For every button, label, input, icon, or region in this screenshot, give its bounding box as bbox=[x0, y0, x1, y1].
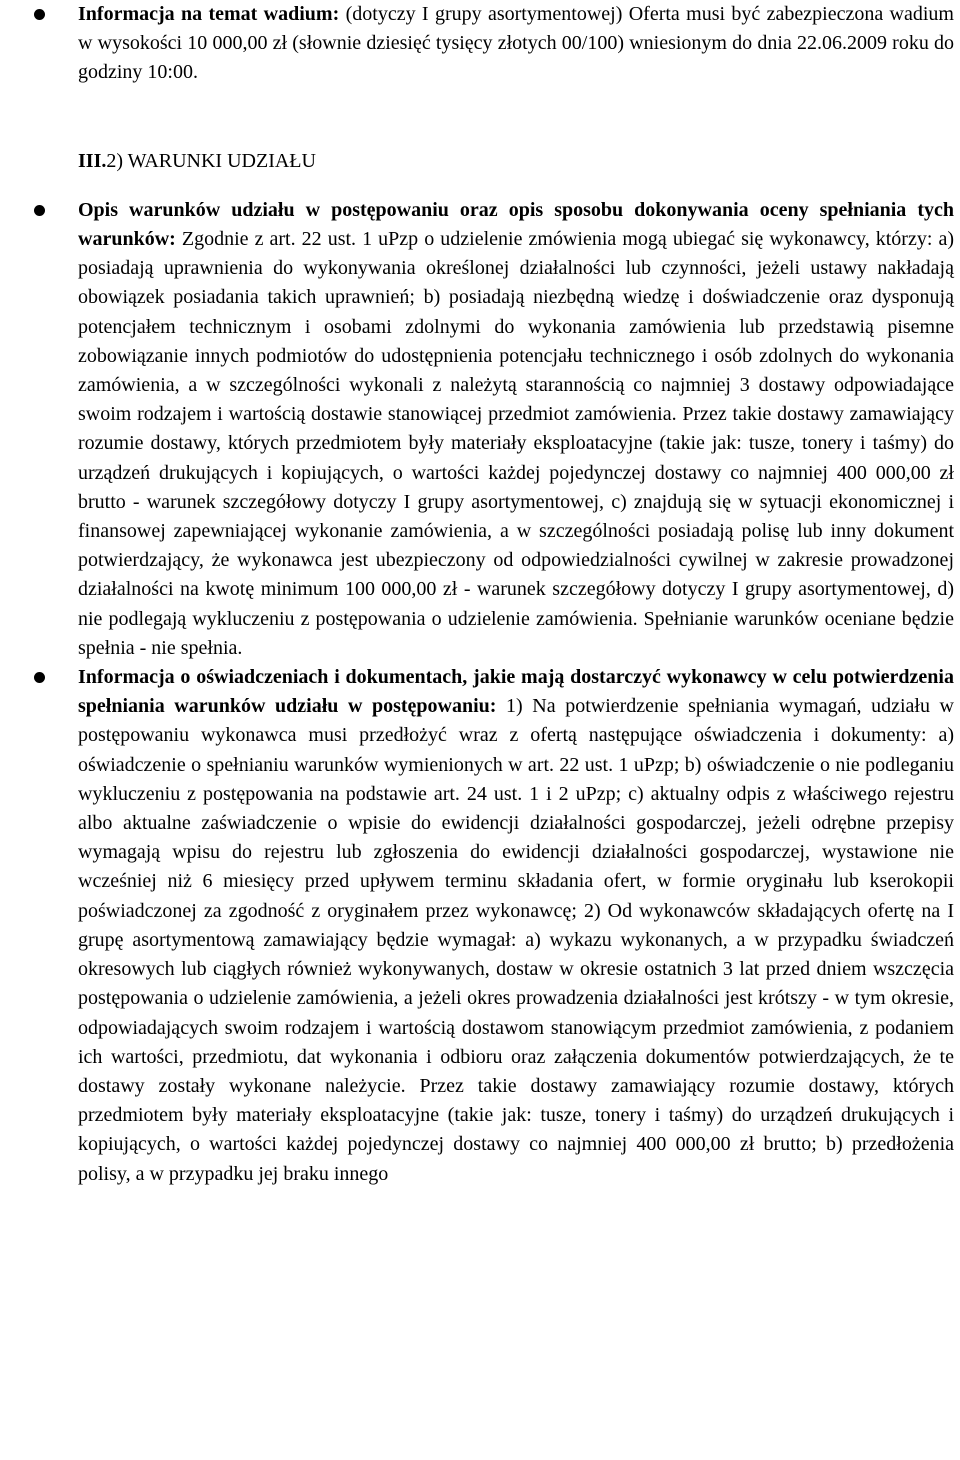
conditions-text: Zgodnie z art. 22 ust. 1 uPzp o udzielenie zmówienia mogą ubiegać się wykonawcy, którzy: a) posiadają uprawnienia do wykonywania określonej działalności lub czynności, jeżeli ustawy nakładają obowiązek posiadania takich uprawnień; b) posiadają niezbędną wiedzę i doświadczenie oraz dysponują potencjałem technicznym i osobami zdolnymi do wykonania zamówienia lub przedstawią pisemne zobowiązanie innych podmiotów do udostępnienia potencjału technicznego i osób zdolnych do wykonania zamówienia, a w szczególności wykonali z należytą starannością co najmniej 3 dostawy odpowiadające swoim rodzajem i wartością dostawie stanowiącej przedmiot zamówienia. Przez takie dostawy zamawiający rozumie dostawy, których przedmiotem były materiały eksploatacyjne (takie jak: tusze, tonery i taśmy) do urządzeń drukujących i kopiujących, o wartości każdej pojedynczej dostawy co najmniej 400 000,00 zł brutto - warunek szczegółowy dotyczy I grupy asortymentowej, c) znajdują się w sytuacji ekonomicznej i finansowej zapewniającej wykonanie zamówienia, a w szczególności posiadają polisę lub inny dokument potwierdzający, że wykonawca jest ubezpieczony od odpowiedzialności cywilnej w zakresie prowadzonej działalności na kwotę minimum 100 000,00 zł - warunek szczegółowy dotyczy I grupy asortymentowej, d) nie podlegają wykluczeniu z postępowania o udzielenie zamówienia. Spełnianie warunków oceniane będzie spełnia - nie spełnia. bbox=[78, 228, 954, 659]
section-number: III. bbox=[78, 149, 107, 172]
section-title: 2) WARUNKI UDZIAŁU bbox=[106, 149, 316, 172]
bullet-icon bbox=[34, 672, 45, 683]
bullet-icon bbox=[34, 205, 45, 216]
section-heading bbox=[0, 147, 960, 176]
wadium-lead: Informacja na temat wadium: bbox=[78, 3, 340, 25]
conditions-lead: Opis warunków udziału w postępowaniu oraz opis sposobu dokonywania oceny spełniania tych warunków: bbox=[78, 198, 954, 251]
bullet-icon bbox=[34, 9, 45, 20]
list-item-conditions bbox=[0, 196, 960, 663]
list-item-documents bbox=[0, 663, 960, 1189]
list-item-wadium bbox=[0, 0, 960, 88]
wadium-text: (dotyczy I grupy asortymentowej) Oferta musi być zabezpieczona wadium w wysokości 10 000,00 zł (słownie dziesięć tysięcy złotych 00/100) wniesionym do dnia 22.06.2009 roku do godziny 10:00. bbox=[78, 3, 954, 84]
documents-text: 1) Na potwierdzenie spełniania wymagań, udziału w postępowaniu wykonawca musi przedłożyć wraz z ofertą następujące oświadczenia i dokumenty: a) oświadczenie o spełnianiu warunków wymienionych w art. 22 ust. 1 uPzp; b) oświadczenie o nie podleganiu wykluczeniu z postępowania na podstawie art. 24 ust. 1 i 2 uPzp; c) aktualny odpis z właściwego rejestru albo aktualne zaświadczenie o wpisie do ewidencji działalności gospodarczej, jeżeli odrębne przepisy wymagają wpisu do rejestru lub zgłoszenia do ewidencji działalności gospodarczej, wystawione nie wcześniej niż 6 miesięcy przed upływem terminu składania ofert, w formie oryginału lub kserokopii poświadczonej za zgodność z oryginałem przez wykonawcę; 2) Od wykonawców składających ofertę na I grupę asortymentową zamawiający będzie wymagał: a) wykazu wykonanych, a w przypadku świadczeń okresowych lub ciągłych również wykonywanych, dostaw w okresie ostatnich 3 lat przed dniem wszczęcia postępowania o udzielenie zamówienia, a jeżeli okres prowadzenia działalności jest krótszy - w tym okresie, odpowiadających swoim rodzajem i wartością dostawom stanowiącym przedmiot zamówienia, z podaniem ich wartości, przedmiotu, dat wykonania i odbioru oraz załączenia dokumentów potwierdzających, że te dostawy zostały wykonane należycie. Przez takie dostawy zamawiający rozumie dostawy, których przedmiotem były materiały eksploatacyjne (takie jak: tusze, tonery i taśmy) do urządzeń drukujących i kopiujących, o wartości każdej pojedynczej dostawy co najmniej 400 000,00 zł brutto; b) przedłożenia polisy, a w przypadku jej braku innego bbox=[78, 695, 954, 1185]
documents-lead: Informacja o oświadczeniach i dokumentach, jakie mają dostarczyć wykonawcy w celu potwierdzenia spełniania warunków udziału w postępowaniu: bbox=[78, 666, 954, 718]
